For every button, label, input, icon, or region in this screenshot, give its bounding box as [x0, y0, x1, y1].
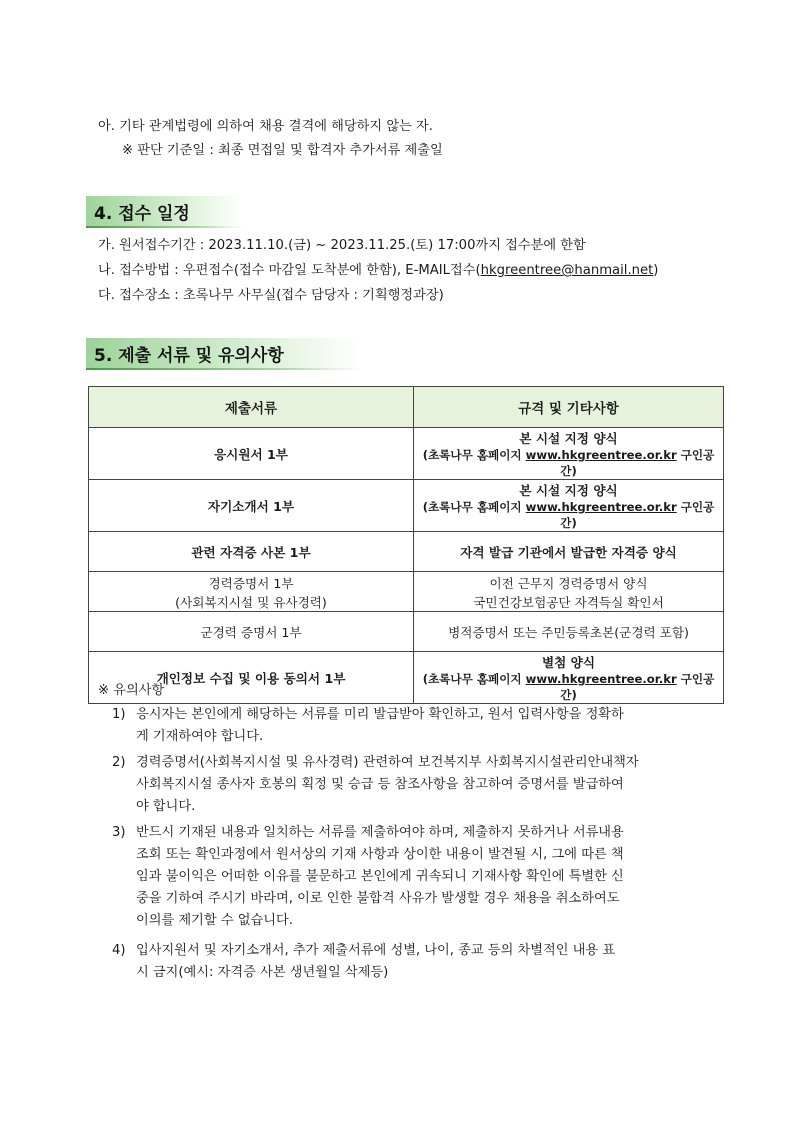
note-number: 3): [112, 825, 126, 840]
schedule-item-na: [98, 262, 658, 280]
section-5-underline: [86, 368, 362, 370]
eligibility-item-a-note: ※ 판단 기준일 : 최종 면접일 및 합격자 추가서류 제출일: [122, 143, 443, 158]
table-row: [89, 612, 724, 652]
note-text: 응시자는 본인에게 해당하는 서류를 미리 발급받아 확인하고, 원서 입력사항을 정확하 게 기재하여야 합니다.: [136, 707, 624, 744]
note-text: 입사지원서 및 자기소개서, 추가 제출서류에 성별, 나이, 종교 등의 차별적인 내용 표 시 금지(예시: 자격증 사본 생년월일 삭제등): [136, 943, 616, 980]
spec-sub: (초록나무 홈페이지 www.hkgreentree.or.kr 구인공간): [422, 500, 715, 530]
doc-cell: 군경력 증명서 1부: [89, 612, 414, 652]
documents-table: [88, 386, 724, 704]
note-number: 2): [112, 755, 126, 770]
spec-sub: (초록나무 홈페이지 www.hkgreentree.or.kr 구인공간): [422, 448, 715, 478]
doc-cell: 개인정보 수집 및 이용 동의서 1부: [89, 652, 414, 704]
spec-main: 본 시설 지정 양식: [519, 483, 618, 498]
spec-line: 이전 근무지 경력증명서 양식: [489, 575, 648, 591]
doc-cell: 응시원서 1부: [89, 428, 414, 480]
table-row: [89, 532, 724, 572]
table-row: [89, 428, 724, 480]
note-number: 1): [112, 707, 126, 722]
homepage-link[interactable]: www.hkgreentree.or.kr: [525, 672, 677, 686]
table-row: [89, 572, 724, 612]
notes-title: ※ 유의사항: [98, 683, 165, 698]
note-text: 반드시 기재된 내용과 일치하는 서류를 제출하여야 하며, 제출하지 못하거나 서류내용 조회 또는 확인과정에서 원서상의 기재 사항과 상이한 내용이 발견될 시, 그에 따른 책 임과 불이익은 어떠한 이유를 불문하고 본인에게 귀속되니 기재사항 확인에 특별한 신 중을 기하여 주시기 바라며, 이로 인한 불합격 사유가 발생할 경우 채용을 취소하여도 이의를 제기할 수 없습니다.: [136, 825, 624, 928]
note-number: 4): [112, 943, 126, 958]
section-5-title: 5. 제출 서류 및 유의사항: [94, 345, 284, 366]
doc-cell: 자기소개서 1부: [89, 480, 414, 532]
spec-cell: 자격 발급 기관에서 발급한 자격증 양식: [414, 532, 724, 572]
schedule-item-na-close: ): [653, 263, 659, 278]
table-header-row: [89, 387, 724, 428]
spec-cell: 병적증명서 또는 주민등록초본(군경력 포함): [414, 612, 724, 652]
spec-main: 별첨 양식: [541, 655, 596, 670]
spec-line: 국민건강보험공단 자격득실 확인서: [473, 594, 664, 610]
schedule-item-da: 다. 접수장소 : 초록나무 사무실(접수 담당자 : 기획행정과장): [98, 288, 444, 303]
doc-line: (사회복지시설 및 유사경력): [175, 594, 327, 610]
schedule-item-ga: 가. 원서접수기간 : 2023.11.10.(금) ~ 2023.11.25.(토) 17:00까지 접수분에 한함: [98, 238, 586, 253]
spec-cell: [414, 428, 724, 480]
spec-main: 본 시설 지정 양식: [519, 431, 618, 446]
section-4-underline: [86, 226, 244, 228]
spec-cell: [414, 480, 724, 532]
homepage-link[interactable]: www.hkgreentree.or.kr: [525, 448, 677, 462]
spec-cell: [414, 652, 724, 704]
spec-cell: [414, 572, 724, 612]
note-text: 경력증명서(사회복지시설 및 유사경력) 관련하여 보건복지부 사회복지시설관리안내책자 사회복지시설 종사자 호봉의 획정 및 승급 등 참조사항을 참고하여 증명서를 발급하여 야 합니다.: [136, 755, 639, 814]
section-4-title: 4. 접수 일정: [94, 203, 190, 224]
table-header-specs: 규격 및 기타사항: [414, 387, 724, 428]
table-header-docs: 제출서류: [89, 387, 414, 428]
schedule-item-na-text: 나. 접수방법 : 우편접수(접수 마감일 도착분에 한함), E-MAIL접수(: [98, 263, 481, 278]
spec-sub: (초록나무 홈페이지 www.hkgreentree.or.kr 구인공간): [422, 672, 715, 702]
doc-cell: [89, 572, 414, 612]
table-row: [89, 652, 724, 704]
doc-line: 경력증명서 1부: [208, 575, 294, 591]
homepage-link[interactable]: www.hkgreentree.or.kr: [525, 500, 677, 514]
doc-cell: 관련 자격증 사본 1부: [89, 532, 414, 572]
eligibility-item-a: 아. 기타 관계법령에 의하여 채용 결격에 해당하지 않는 자.: [98, 119, 433, 134]
email-link[interactable]: hkgreentree@hanmail.net: [480, 263, 654, 278]
section-4-heading: [86, 196, 244, 226]
table-row: [89, 480, 724, 532]
section-5-heading: [86, 338, 362, 368]
